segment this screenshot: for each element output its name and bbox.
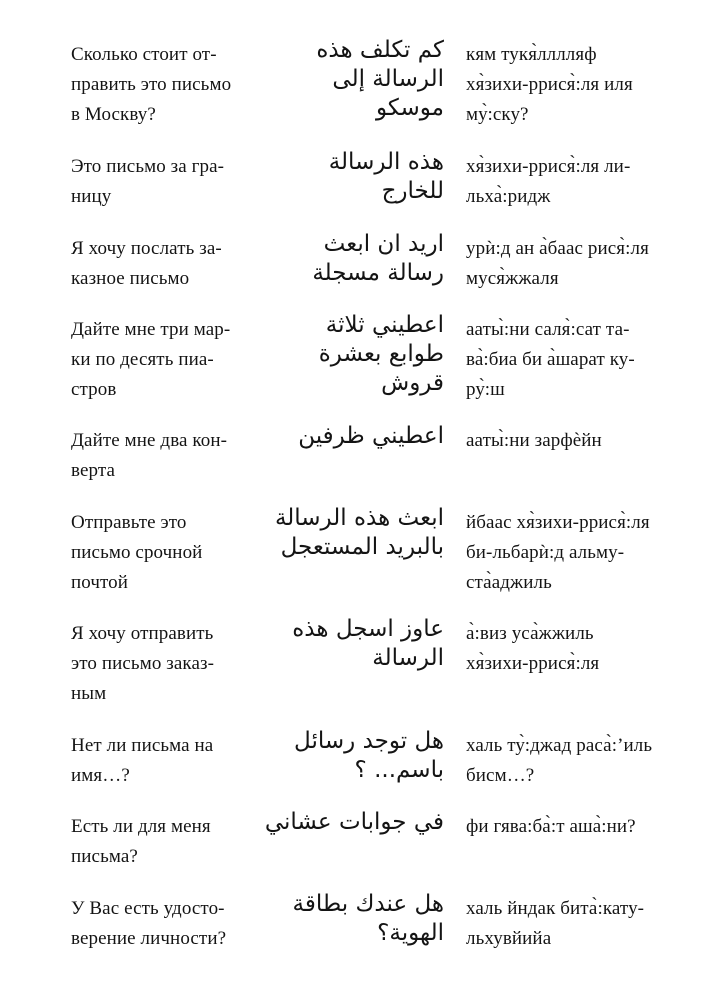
russian-phrase: У Вас есть удосто- верение личности? [71, 898, 227, 949]
arabic-phrase: ابعث هذه الرسالة بالبريد المستعجل [274, 505, 444, 560]
transliteration: кям тукя̀лллляф хя̀зихи-ррися̀:ля иля му̀:ску? [466, 44, 633, 125]
arabic-phrase: في جوابات عشاني [264, 809, 444, 835]
transliteration: ааты̀:ни зарфѐйн [466, 430, 602, 451]
transliteration: ааты̀:ни саля̀:сат та- ва̀:биа би а̀шарат ку- ру̀:ш [466, 319, 635, 400]
arabic-phrase: اريد ان ابعث رسالة مسجلة [312, 231, 444, 286]
arabic-phrase: هل توجد رسائل باسم... ؟ [294, 728, 444, 783]
russian-phrase: Сколько стоит от- править это письмо в Москву? [71, 44, 232, 125]
transliteration: хя̀зихи-ррися̀:ля ли- льха̀:ридж [466, 156, 631, 207]
transliteration: урѝ:д ан а̀баас рися̀:ля муся̀жжаля [466, 238, 649, 289]
transliteration: халь ту̀:джад раса̀:’иль бисм…? [466, 735, 653, 786]
transliteration: а̀:виз уса̀жжиль хя̀зихи-ррися̀:ля [466, 623, 600, 674]
russian-phrase: Нет ли письма на имя…? [71, 735, 214, 786]
russian-phrase: Есть ли для меня письма? [71, 816, 211, 867]
arabic-phrase: كم تكلف هذه الرسالة إلى موسكو [316, 37, 444, 121]
russian-phrase: Отправьте это письмо срочной почтой [71, 512, 203, 593]
arabic-phrase: عاوز اسجل هذه الرسالة [292, 616, 444, 671]
arabic-phrase: اعطيني ظرفين [298, 423, 444, 449]
transliteration: халь йндак бита̀:кату- льхувйийа [466, 898, 645, 949]
russian-phrase: Я хочу отправить это письмо заказ- ным [71, 623, 215, 704]
arabic-phrase: اعطيني ثلاثة طوابع بعشرة قروش [318, 312, 444, 396]
transliteration: йбаас хя̀зихи-ррися̀:ля би-льбарѝ:д альму- ста̀аджиль [466, 512, 650, 593]
transliteration: фи гява:ба̀:т аша̀:ни? [466, 816, 636, 837]
russian-phrase: Я хочу послать за- казное письмо [71, 238, 222, 289]
arabic-phrase: هل عندك بطاقة الهوية؟ [292, 891, 444, 946]
arabic-phrase: هذه الرسالة للخارج [328, 149, 444, 204]
russian-phrase: Дайте мне три мар- ки по десять пиа- стров [71, 319, 231, 400]
russian-phrase: Это письмо за гра- ницу [71, 156, 225, 207]
russian-phrase: Дайте мне два кон- верта [71, 430, 228, 481]
